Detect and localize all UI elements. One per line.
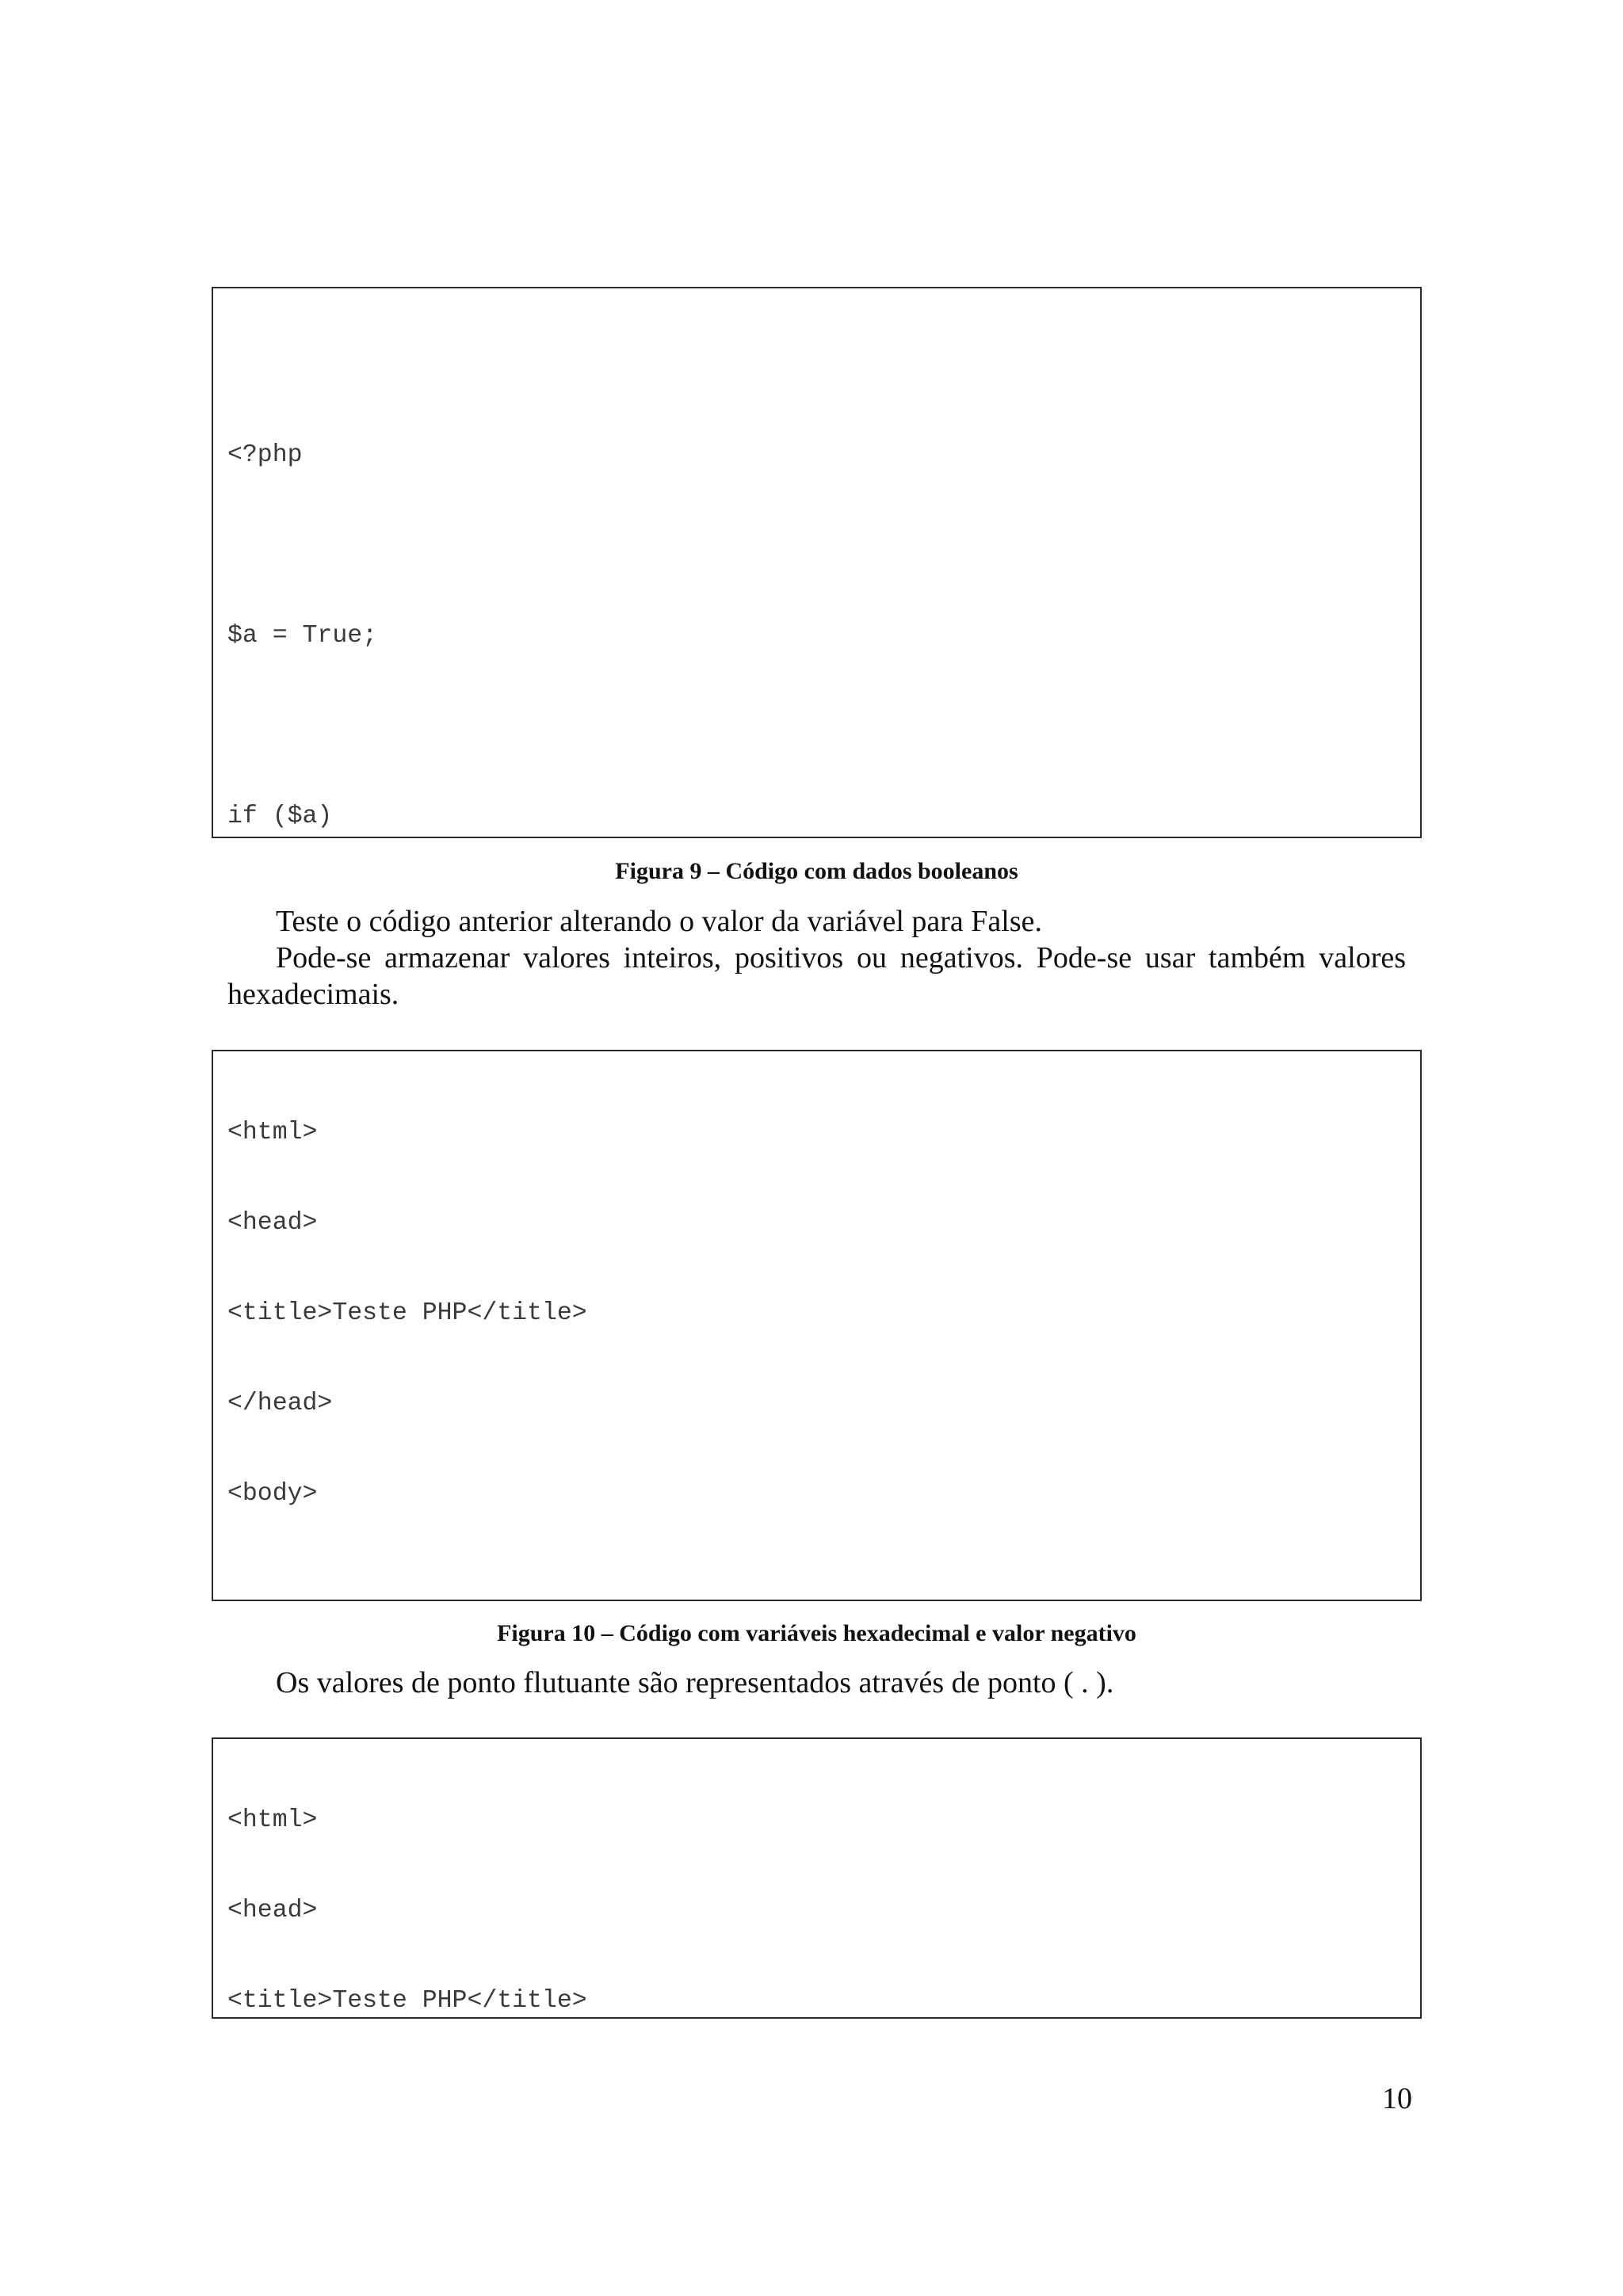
- code-line: <head>: [227, 1209, 318, 1237]
- page-number: 10: [1382, 2082, 1412, 2115]
- code-line: <title>Teste PHP</title>: [227, 1987, 587, 2015]
- code-line: $a = True;: [227, 622, 378, 650]
- code-line: [227, 350, 1420, 380]
- code-line: <html>: [227, 1119, 318, 1146]
- figure-caption-9: Figura 9 – Código com dados booleanos: [615, 858, 1018, 884]
- code-line: <head>: [227, 1897, 318, 1924]
- paragraph-text: Teste o código anterior alterando o valor da variável para False.: [276, 905, 1042, 938]
- paragraph-text: Os valores de ponto flutuante são representados através de ponto ( . ).: [276, 1666, 1114, 1699]
- paragraph-integers-hex: [227, 940, 1406, 1013]
- code-line: [227, 531, 1420, 561]
- code-line: <?php: [227, 441, 303, 469]
- code-block-hex-negative: [212, 1050, 1422, 1601]
- code-line: [227, 711, 1420, 742]
- code-block-booleans: [212, 287, 1422, 838]
- code-line: [227, 1569, 1420, 1600]
- code-block-float: [212, 1737, 1422, 2019]
- code-line: </head>: [227, 1390, 333, 1417]
- paragraph-test-false: [227, 903, 1406, 940]
- code-line: <body>: [227, 1480, 318, 1508]
- paragraph-text: Pode-se armazenar valores inteiros, positivos ou negativos. Pode-se usar também valores hexadecimais.: [227, 941, 1406, 1011]
- code-line: <title>Teste PHP</title>: [227, 1299, 587, 1327]
- code-line: if ($a): [227, 803, 333, 830]
- figure-caption-10: Figura 10 – Código com variáveis hexadecimal e valor negativo: [497, 1620, 1136, 1646]
- code-line: <html>: [227, 1806, 318, 1834]
- paragraph-floating-point: [227, 1665, 1406, 1701]
